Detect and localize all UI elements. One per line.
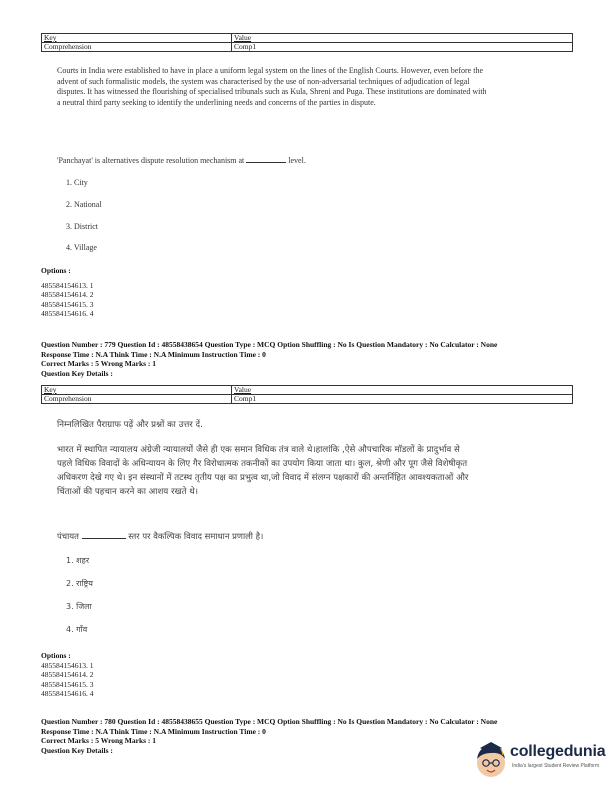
- hindi-option-3: 3. जिला: [66, 602, 92, 611]
- option-id-list: [41, 661, 94, 698]
- answer-blank: [82, 531, 126, 539]
- english-option-3: 3. District: [66, 222, 98, 231]
- question-meta-line: Question Number : 779 Question Id : 48558438654 Question Type : MCQ Option Shuffling : No Is Question Mandatory : No Calculator : None: [41, 340, 498, 349]
- option-id: 485584154613. 1: [41, 661, 94, 670]
- value-header: Value: [232, 34, 573, 43]
- question-meta-line: Correct Marks : 5 Wrong Marks : 1: [41, 359, 157, 368]
- hindi-option-1: 1. शहर: [66, 556, 90, 565]
- question-text: पंचायत: [57, 531, 79, 541]
- hindi-passage: भारत में स्थापित न्यायालय अंग्रेजी न्यायालयों जैसे ही एक समान विधिक तंत्र वाले थे।हालांकि ,ऐसे औपचारिक मॉडलों के प्रादुर्भाव से पहले विधिक विवादों के अधिन्यायन के लिए गैर विरोधात्मक तकनीकों का उपयोग किया जाता था। कुल, श्रेणी और पूग जैसे विशेषीकृत अधिकरण देखे गए थे। इन संस्थानों में तटस्थ तृतीय पक्ष का प्रभुत्व था,जो विवाद में संलग्न पक्षकारों की अन्तर्निहित आवश्यकताओं और चिंताओं की पहचान करने का आशय रखते थे।: [57, 445, 469, 497]
- brand-tagline: India's largest Student Review Platform: [512, 763, 600, 769]
- option-id: 485584154615. 3: [41, 679, 94, 689]
- question-meta-line: Response Time : N.A Think Time : N.A Minimum Instruction Time : 0: [41, 726, 266, 736]
- question-text-end: level.: [288, 156, 306, 165]
- student-mascot-icon: [474, 741, 508, 781]
- english-question: [57, 155, 306, 165]
- question-meta-line: Correct Marks : 5 Wrong Marks : 1: [41, 736, 157, 745]
- value-cell: Comp1: [232, 43, 573, 52]
- options-label: Options :: [41, 651, 71, 660]
- hindi-option-2: 2. राष्ट्रिय: [66, 579, 93, 588]
- question-meta-line: Response Time : N.A Think Time : N.A Minimum Instruction Time : 0: [41, 349, 266, 359]
- hindi-instruction: निम्नलिखित पैराग्राफ पढ़ें और प्रश्नों का उत्तर दें.: [57, 420, 203, 430]
- key-header: Key: [42, 34, 232, 43]
- english-option-4: 4. Village: [66, 243, 97, 252]
- english-passage: Courts in India were established to have in place a uniform legal system on the lines of the English Courts. However, even before the advent of such formalistic models, the system was characterised by the use of non-adversarial techniques of adjudication of legal disputes. It has witnessed the flourishing of specialised tribunals such as Kula, Shreni and Puga. These institutions are dominated with a neutral third party seeking to identify the underlining needs and concerns of the parties in dispute.: [57, 66, 487, 107]
- question-meta-line: Question Key Details :: [41, 745, 113, 755]
- question-meta-line: Question Number : 780 Question Id : 48558438655 Question Type : MCQ Option Shuffling : No Is Question Mandatory : No Calculator : None: [41, 717, 498, 726]
- brand-name: collegedunia: [510, 743, 606, 760]
- hindi-option-4: 4. गाँव: [66, 625, 88, 634]
- value-header: Value: [232, 386, 573, 395]
- collegedunia-logo: [474, 738, 606, 784]
- key-header: Key: [42, 386, 232, 395]
- option-id: 485584154614. 2: [41, 290, 94, 300]
- option-id-list: [41, 281, 94, 318]
- hindi-question: [57, 531, 263, 542]
- options-label: Options :: [41, 266, 71, 275]
- english-option-2: 2. National: [66, 200, 102, 209]
- option-id: 485584154614. 2: [41, 670, 94, 680]
- option-id: 485584154616. 4: [41, 308, 94, 318]
- question-text-end: स्तर पर वैकल्पिक विवाद समाधान प्रणाली है।: [128, 531, 264, 541]
- option-id: 485584154613. 1: [41, 281, 94, 290]
- question-meta-780: [41, 717, 497, 755]
- key-value-table-1: [41, 33, 573, 52]
- question-meta-line: Question Key Details :: [41, 368, 113, 378]
- option-id: 485584154616. 4: [41, 688, 94, 698]
- question-meta-779: [41, 340, 497, 378]
- english-option-1: 1. City: [66, 178, 88, 187]
- key-cell: Comprehension: [42, 43, 232, 52]
- option-id: 485584154615. 3: [41, 299, 94, 309]
- key-cell: Comprehension: [42, 395, 232, 404]
- key-value-table-2: [41, 385, 573, 404]
- question-text: 'Panchayat' is alternatives dispute resolution mechanism at: [57, 156, 245, 165]
- value-cell: Comp1: [232, 395, 573, 404]
- answer-blank: [246, 155, 286, 163]
